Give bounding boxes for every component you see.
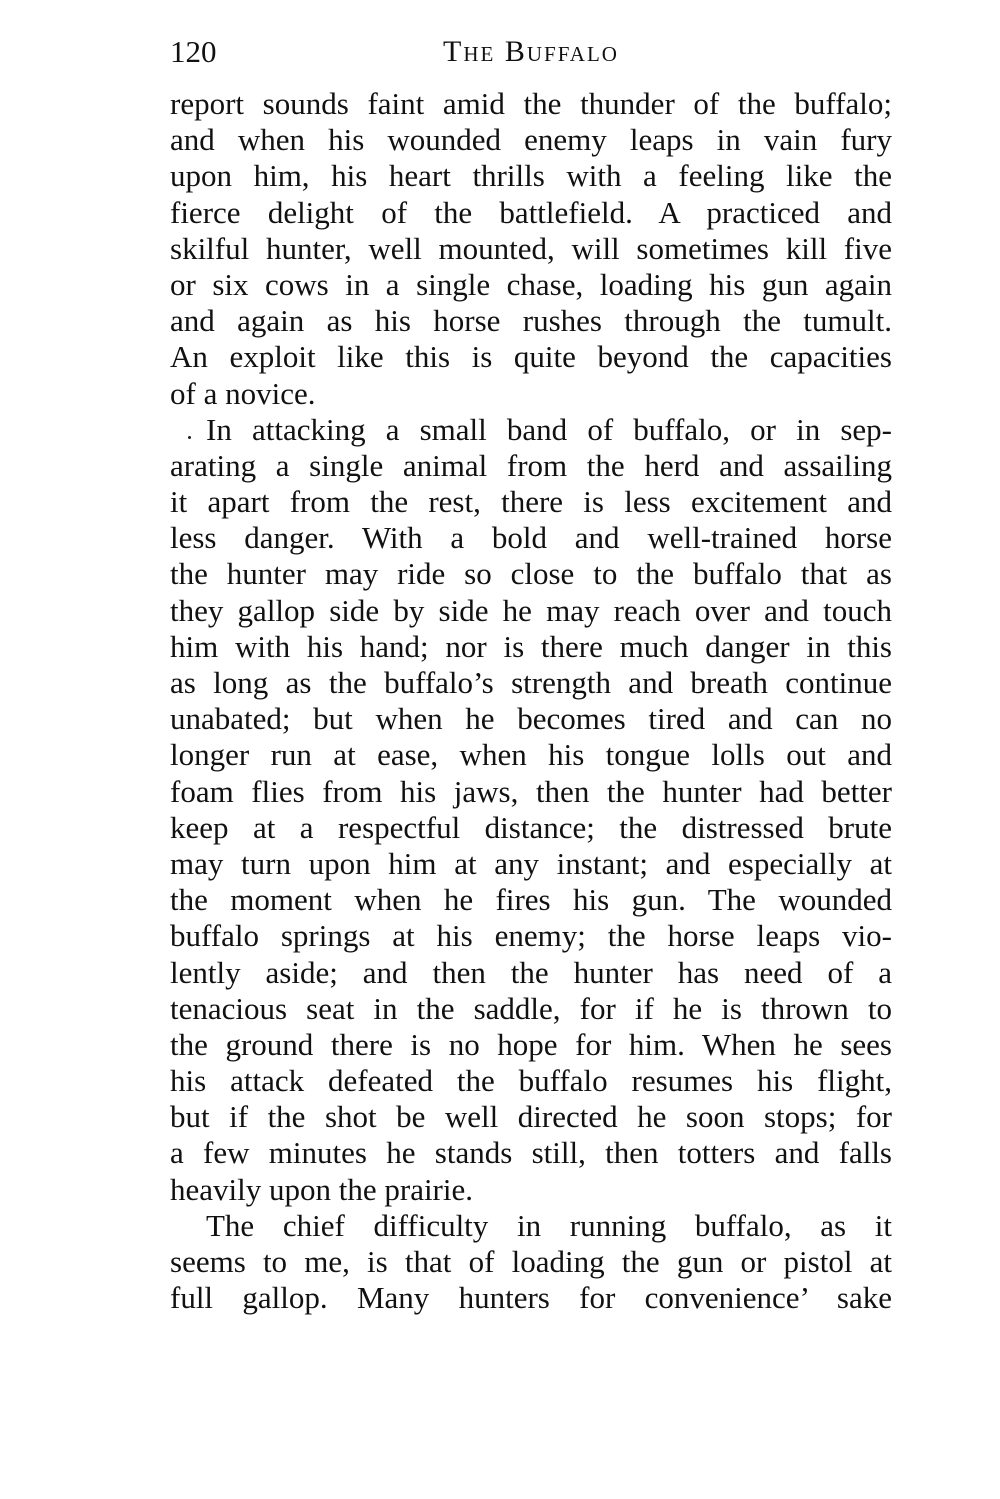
text-line: they gallop side by side he may reach over and touch xyxy=(170,592,892,628)
text-line: full gallop. Many hunters for convenience’ sake xyxy=(170,1280,892,1316)
text-line: of a novice. xyxy=(170,375,316,411)
text-line: or six cows in a single chase, loading his gun again xyxy=(170,266,892,302)
page-number: 120 xyxy=(170,34,217,69)
paragraph-1 xyxy=(170,86,892,412)
text-line: lently aside; and then the hunter has need of a xyxy=(170,954,892,990)
text-line: and when his wounded enemy leaps in vain fury xyxy=(170,122,892,158)
text-line: heavily upon the prairie. xyxy=(170,1171,474,1207)
text-line: upon him, his heart thrills with a feeling like the xyxy=(170,158,892,194)
text-line: less danger. With a bold and well-trained horse xyxy=(170,520,892,556)
text-line: the moment when he fires his gun. The wounded xyxy=(170,882,892,918)
text-line: it apart from the rest, there is less excitement and xyxy=(170,484,892,520)
body-text xyxy=(170,86,892,1316)
text-line: may turn upon him at any instant; and especially at xyxy=(170,845,892,881)
text-line: longer run at ease, when his tongue lolls out and xyxy=(170,737,892,773)
running-head xyxy=(170,30,892,74)
text-line: keep at a respectful distance; the distressed brute xyxy=(170,809,892,845)
paragraph-2 xyxy=(170,412,892,1208)
text-line: the hunter may ride so close to the buffalo that as xyxy=(170,556,892,592)
text-line: but if the shot be well directed he soon stops; for xyxy=(170,1099,892,1135)
text-line: unabated; but when he becomes tired and can no xyxy=(170,701,892,737)
text-line: arating a single animal from the herd and assailing xyxy=(170,447,892,483)
text-line: him with his hand; nor is there much danger in this xyxy=(170,628,892,664)
text-line: buffalo springs at his enemy; the horse leaps vio- xyxy=(170,918,892,954)
text-line: In attacking a small band of buffalo, or in sep- xyxy=(206,411,892,447)
text-line: foam flies from his jaws, then the hunter had better xyxy=(170,773,892,809)
text-line: as long as the buffalo’s strength and breath continue xyxy=(170,665,892,700)
running-head-title: The Buffalo xyxy=(443,35,619,68)
text-line: his attack defeated the buffalo resumes his flight, xyxy=(170,1063,892,1099)
text-line: the ground there is no hope for him. When he sees xyxy=(170,1026,892,1062)
text-line: fierce delight of the battlefield. A practiced and xyxy=(170,194,892,230)
text-line: tenacious seat in the saddle, for if he is thrown to xyxy=(170,990,892,1026)
text-line: The chief difficulty in running buffalo, as it xyxy=(206,1207,892,1243)
text-line: and again as his horse rushes through the tumult. xyxy=(170,303,892,339)
text-line: An exploit like this is quite beyond the capacities xyxy=(170,339,892,375)
text-line: report sounds faint amid the thunder of the buffalo; xyxy=(170,86,892,121)
text-line: seems to me, is that of loading the gun or pistol at xyxy=(170,1244,892,1279)
paragraph-3 xyxy=(170,1208,892,1317)
text-line: skilful hunter, well mounted, will sometimes kill five xyxy=(170,230,892,266)
text-line: a few minutes he stands still, then totters and falls xyxy=(170,1135,892,1171)
